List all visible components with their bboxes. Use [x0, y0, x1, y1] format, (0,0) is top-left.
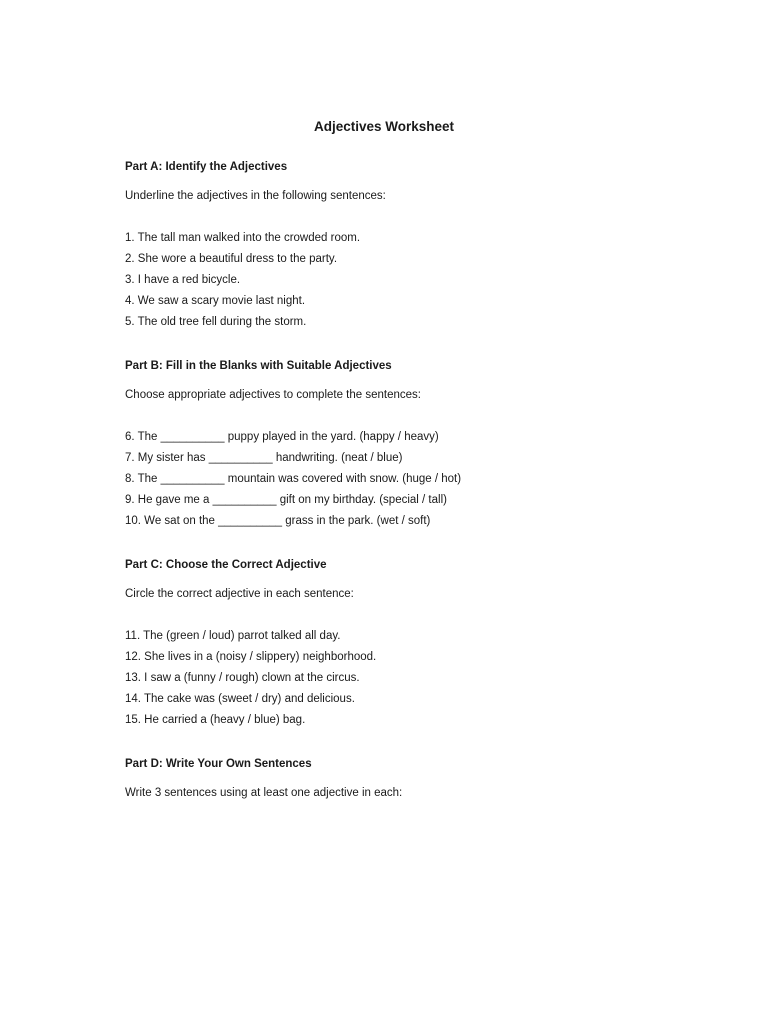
list-item: 15. He carried a (heavy / blue) bag. — [125, 714, 306, 726]
list-item: 2. She wore a beautiful dress to the party. — [125, 253, 338, 265]
part-b-list — [125, 430, 461, 535]
list-item: 6. The __________ puppy played in the yard. (happy / heavy) — [125, 431, 439, 443]
part-a-instruction: Underline the adjectives in the following sentences: — [125, 190, 386, 202]
list-item: 1. The tall man walked into the crowded room. — [125, 232, 361, 244]
part-b-instruction: Choose appropriate adjectives to complete the sentences: — [125, 389, 421, 401]
part-d-instruction: Write 3 sentences using at least one adjective in each: — [125, 787, 403, 799]
list-item: 5. The old tree fell during the storm. — [125, 316, 307, 328]
list-item: 14. The cake was (sweet / dry) and delicious. — [125, 693, 355, 705]
list-item: 11. The (green / loud) parrot talked all day. — [125, 630, 341, 642]
worksheet-title: Adjectives Worksheet — [313, 119, 455, 134]
part-b-heading: Part B: Fill in the Blanks with Suitable Adjectives — [125, 360, 392, 372]
part-c-heading: Part C: Choose the Correct Adjective — [125, 559, 327, 571]
part-c-instruction: Circle the correct adjective in each sentence: — [125, 588, 354, 600]
list-item: 7. My sister has __________ handwriting. (neat / blue) — [125, 452, 403, 464]
list-item: 4. We saw a scary movie last night. — [125, 295, 306, 307]
part-c-list — [125, 629, 376, 734]
list-item: 12. She lives in a (noisy / slippery) neighborhood. — [125, 651, 377, 663]
part-a-list — [125, 231, 360, 336]
list-item: 8. The __________ mountain was covered with snow. (huge / hot) — [125, 473, 462, 485]
part-d-heading: Part D: Write Your Own Sentences — [125, 758, 312, 770]
list-item: 13. I saw a (funny / rough) clown at the circus. — [125, 672, 360, 684]
list-item: 10. We sat on the __________ grass in the park. (wet / soft) — [125, 515, 431, 527]
list-item: 3. I have a red bicycle. — [125, 274, 241, 286]
part-a-heading: Part A: Identify the Adjectives — [125, 161, 288, 173]
list-item: 9. He gave me a __________ gift on my birthday. (special / tall) — [125, 494, 447, 506]
